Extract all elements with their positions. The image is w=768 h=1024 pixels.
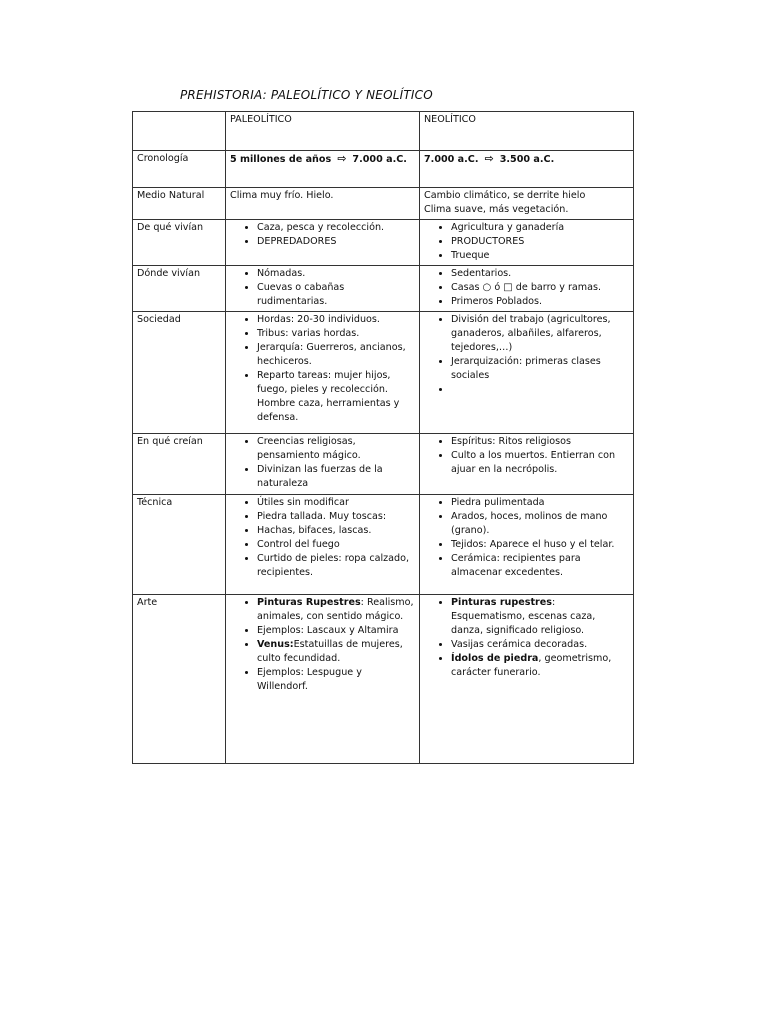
row-cronologia [133,151,634,188]
list-item [257,596,415,624]
list-item: • Jerarquía: Guerreros, ancianos, hechiceros. [257,341,415,369]
list-item [451,652,629,680]
list-item: • Control del fuego [257,538,415,552]
casas-label: Casas [451,282,480,293]
item-text: , geometrismo, carácter funerario. [451,653,612,678]
list-item: • División del trabajo (agricultores, ganaderos, albañiles, alfareros, tejedores,…) [451,313,629,355]
list-item: • Primeros Poblados. [451,295,629,309]
header-paleolitico: PALEOLÍTICO [226,112,420,151]
list-item [451,596,629,638]
item-text: : Realismo, animales, con sentido mágico. [257,597,414,622]
bold-term: Venus: [257,639,294,650]
row-en-que-creian [133,434,634,495]
list-item: • Nómadas. [257,267,415,281]
bold-term: Pinturas rupestres [451,597,553,608]
list-item: • Creencias religiosas, pensamiento mágico. [257,435,415,463]
paleo-cell: Clima muy frío. Hielo. [226,188,420,220]
list-item: • Divinizan las fuerzas de la naturaleza [257,463,415,491]
list-item: • Agricultura y ganadería [451,221,629,235]
neo-cell [420,266,634,312]
paleo-cell [226,434,420,495]
bold-term: Pinturas Rupestres [257,597,361,608]
list-item: • Ejemplos: Lascaux y Altamira [257,624,415,638]
list-item: • Vasijas cerámica decoradas. [451,638,629,652]
list-item: • Curtido de pieles: ropa calzado, recipientes. [257,552,415,580]
item-text: Estatuillas de mujeres, culto fecundidad. [257,639,403,664]
paleo-start: 5 millones de años [230,154,332,165]
list-item: • Piedra pulimentada [451,496,629,510]
list-item [451,383,629,397]
neo-cell [420,188,634,220]
square-icon: □ [503,282,513,293]
row-label: En qué creían [133,434,226,495]
row-label: Arte [133,595,226,764]
bold-term: Ídolos de piedra [451,653,539,664]
row-de-que-vivian [133,220,634,266]
list-item: • Reparto tareas: mujer hijos, fuego, pieles y recolección. Hombre caza, herramientas y defensa. [257,369,415,425]
row-label: De qué vivían [133,220,226,266]
neo-cell [420,595,634,764]
page-title: PREHISTORIA: PALEOLÍTICO Y NEOLÍTICO [180,88,433,102]
list-item: • Espíritus: Ritos religiosos [451,435,629,449]
paleo-cell [226,151,420,188]
paleo-cell [226,220,420,266]
list-item: • Tejidos: Aparece el huso y el telar. [451,538,629,552]
paleo-cell [226,312,420,434]
paleo-cell [226,495,420,595]
list-item: • PRODUCTORES [451,235,629,249]
comparison-table [132,111,634,764]
row-tecnica [133,495,634,595]
list-item: • Tribus: varias hordas. [257,327,415,341]
neo-line: Clima suave, más vegetación. [424,204,569,215]
list-item: • Arados, hoces, molinos de mano (grano). [451,510,629,538]
row-arte [133,595,634,764]
neo-cell [420,434,634,495]
arrow-right-icon: ⇨ [337,152,347,165]
table-header-row [133,112,634,151]
casas-rest: de barro y ramas. [515,282,602,293]
list-item: • Trueque [451,249,629,263]
list-item [257,638,415,666]
or-text: ó [494,282,501,293]
row-sociedad [133,312,634,434]
list-item: • DEPREDADORES [257,235,415,249]
neo-cell [420,151,634,188]
list-item: • Caza, pesca y recolección. [257,221,415,235]
row-label: Medio Natural [133,188,226,220]
list-item: • Hachas, bifaces, lascas. [257,524,415,538]
row-donde-vivian [133,266,634,312]
list-item: • Sedentarios. [451,267,629,281]
neo-line: Cambio climático, se derrite hielo [424,190,586,201]
list-item: • Útiles sin modificar [257,496,415,510]
neo-cell [420,495,634,595]
header-blank-cell [133,112,226,151]
list-item: • Jerarquización: primeras clases sociales [451,355,629,383]
circle-icon: ○ [482,282,492,293]
list-item: • Hordas: 20-30 individuos. [257,313,415,327]
list-item: • Cerámica: recipientes para almacenar excedentes. [451,552,629,580]
list-item [451,281,629,295]
neo-start: 7.000 a.C. [424,154,479,165]
arrow-right-icon: ⇨ [484,152,494,165]
item-text: : Esquematismo, escenas caza, danza, significado religioso. [451,597,596,636]
row-label: Sociedad [133,312,226,434]
neo-cell [420,312,634,434]
row-medio-natural [133,188,634,220]
header-neolitico: NEOLÍTICO [420,112,634,151]
paleo-cell [226,266,420,312]
row-label: Técnica [133,495,226,595]
neo-end: 3.500 a.C. [499,154,555,165]
row-label: Dónde vivían [133,266,226,312]
row-label: Cronología [133,151,226,188]
list-item: • Ejemplos: Lespugue y Willendorf. [257,666,415,694]
list-item: • Piedra tallada. Muy toscas: [257,510,415,524]
paleo-end: 7.000 a.C. [352,154,407,165]
neo-cell [420,220,634,266]
list-item: • Culto a los muertos. Entierran con ajuar en la necrópolis. [451,449,629,477]
list-item: • Cuevas o cabañas rudimentarias. [257,281,415,309]
paleo-cell [226,595,420,764]
